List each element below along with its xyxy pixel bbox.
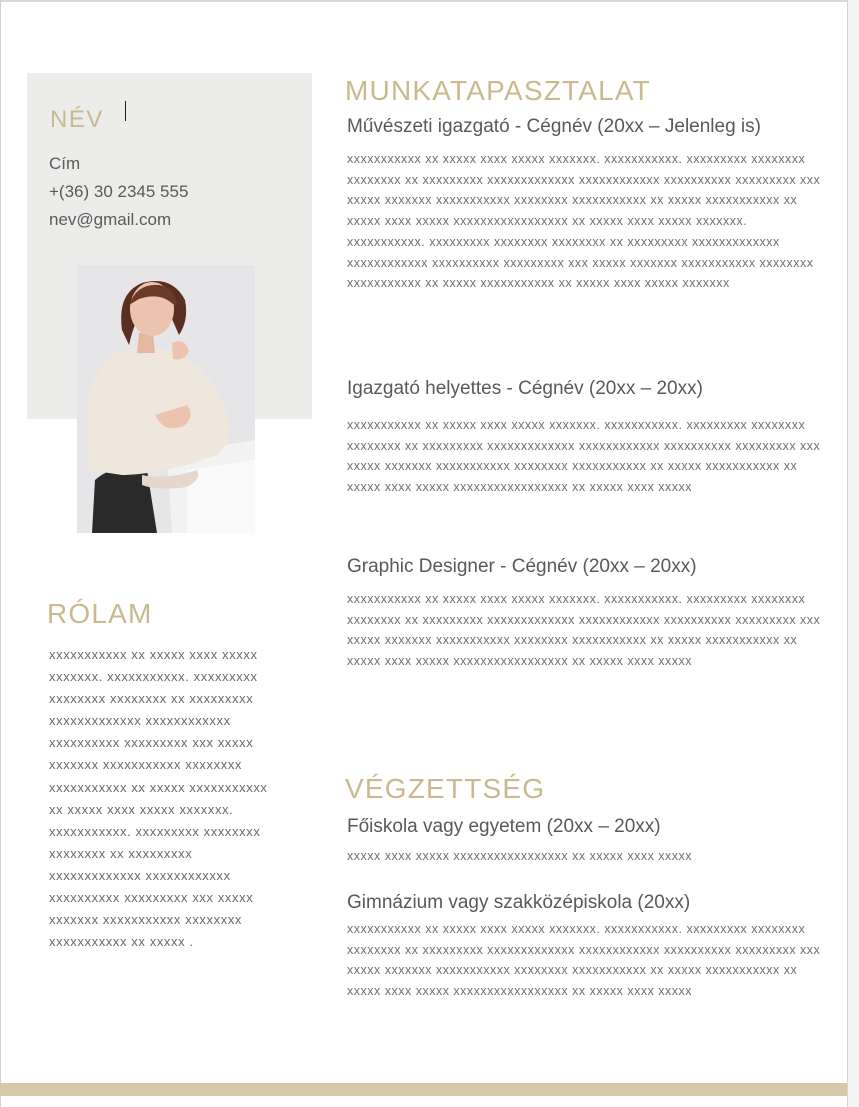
page-edge (0, 0, 847, 2)
education-description-2[interactable]: xxxxxxxxxxx xx xxxxx xxxx xxxxx xxxxxxx. xxxxxxxxxxx. xxxxxxxxx xxxxxxxx xxxxxxxx xx xxxxxxxxx xxxxxxxxxxxxx xxxxxxxxxxxx xxxxxxxxxx xxxxxxxxx xxx xxxxx xxxxxxx xxxxxxxxxxx xxxxxxxx xxxxxxxxxxx xx xxxxx xxxxxxxxxxx xx xxxxx xxxx xxxxx xxxxxxxxxxxxxxxxx xx xxxxx xxxx xxxxx (347, 922, 821, 999)
education-title-2[interactable]: Gimnázium vagy szakközépiskola (20xx) (347, 892, 691, 913)
window-edge (847, 0, 859, 1107)
education-description-1[interactable]: xxxxx xxxx xxxxx xxxxxxxxxxxxxxxxx xx xxxxx xxxx xxxxx (347, 849, 693, 863)
page-edge (0, 0, 1, 1107)
text-cursor (125, 101, 126, 121)
job-title-3[interactable]: Graphic Designer - Cégnév (20xx – 20xx) (347, 556, 697, 577)
job-title-2[interactable]: Igazgató helyettes - Cégnév (20xx – 20xx) (347, 378, 703, 399)
footer-accent-bar (0, 1083, 847, 1096)
job-description-2[interactable]: xxxxxxxxxxx xx xxxxx xxxx xxxxx xxxxxxx. xxxxxxxxxxx. xxxxxxxxx xxxxxxxx xxxxxxxx xx xxxxxxxxx xxxxxxxxxxxxx xxxxxxxxxxxx xxxxxxxxxx xxxxxxxxx xxx xxxxx xxxxxxx xxxxxxxxxxx xxxxxxxx xxxxxxxxxxx xx xxxxx xxxxxxxxxxx xx xxxxx xxxx xxxxx xxxxxxxxxxxxxxxxx xx xxxxx xxxx xxxxx (347, 418, 821, 495)
name-heading[interactable]: NÉV (50, 106, 104, 133)
profile-photo-illustration (77, 265, 255, 533)
profile-photo[interactable] (77, 265, 255, 533)
about-text[interactable]: xxxxxxxxxxx xx xxxxx xxxx xxxxx xxxxxxx. xxxxxxxxxxx. xxxxxxxxx xxxxxxxx xxxxxxxx xx xxxxxxxxx xxxxxxxxxxxxx xxxxxxxxxxxx xxxxxxxxxx xxxxxxxxx xxx xxxxx xxxxxxx xxxxxxxxxxx xxxxxxxx xxxxxxxxxxx xx xxxxx xxxxxxxxxxx xx xxxxx xxxx xxxxx xxxxxxx. xxxxxxxxxxx. xxxxxxxxx xxxxxxxx xxxxxxxx xx xxxxxxxxx xxxxxxxxxxxxx xxxxxxxxxxxx xxxxxxxxxx xxxxxxxxx xxx xxxxx xxxxxxx xxxxxxxxxxx xxxxxxxx xxxxxxxxxxx xx xxxxx . (49, 647, 268, 950)
education-title[interactable]: VÉGZETTSÉG (345, 773, 546, 804)
job-description-3[interactable]: xxxxxxxxxxx xx xxxxx xxxx xxxxx xxxxxxx. xxxxxxxxxxx. xxxxxxxxx xxxxxxxx xxxxxxxx xx xxxxxxxxx xxxxxxxxxxxxx xxxxxxxxxxxx xxxxxxxxxx xxxxxxxxx xxx xxxxx xxxxxxx xxxxxxxxxxx xxxxxxxx xxxxxxxxxxx xx xxxxx xxxxxxxxxxx xx xxxxx xxxx xxxxx xxxxxxxxxxxxxxxxx xx xxxxx xxxx xxxxx (347, 592, 821, 669)
job-title-1[interactable]: Művészeti igazgató - Cégnév (20xx – Jelenleg is) (347, 116, 761, 137)
address-line[interactable]: Cím (49, 154, 81, 173)
email-line[interactable]: nev@gmail.com (49, 210, 172, 229)
education-title-1[interactable]: Főiskola vagy egyetem (20xx – 20xx) (347, 816, 661, 837)
job-description-1[interactable]: xxxxxxxxxxx xx xxxxx xxxx xxxxx xxxxxxx. xxxxxxxxxxx. xxxxxxxxx xxxxxxxx xxxxxxxx xx xxxxxxxxx xxxxxxxxxxxxx xxxxxxxxxxxx xxxxxxxxxx xxxxxxxxx xxx xxxxx xxxxxxx xxxxxxxxxxx xxxxxxxx xxxxxxxxxxx xx xxxxx xxxxxxxxxxx xx xxxxx xxxx xxxxx xxxxxxxxxxxxxxxxx xx xxxxx xxxx xxxxx xxxxxxx. xxxxxxxxxxx. xxxxxxxxx xxxxxxxx xxxxxxxx xx xxxxxxxxx xxxxxxxxxxxxx xxxxxxxxxxxx xxxxxxxxxx xxxxxxxxx xxx xxxxx xxxxxxx xxxxxxxxxxx xxxxxxxx xxxxxxxxxxx xx xxxxx xxxxxxxxxxx xx xxxxx xxxx xxxxx xxxxxxx (347, 152, 821, 291)
phone-line[interactable]: +(36) 30 2345 555 (49, 182, 189, 201)
about-title[interactable]: RÓLAM (47, 598, 153, 629)
experience-title[interactable]: MUNKATAPASZTALAT (345, 75, 651, 106)
